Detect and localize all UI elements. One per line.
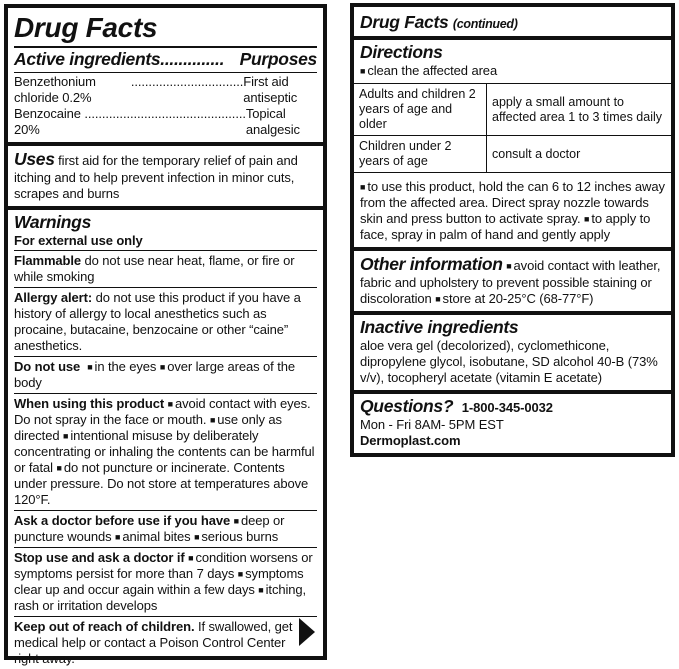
active-row: Benzocaine 20% .............................................. Topical analgesic xyxy=(14,106,300,137)
warnings-section xyxy=(8,210,323,669)
table-cell: Adults and children 2 years of age and older xyxy=(354,84,487,136)
inactive-ingredients-section xyxy=(354,315,671,390)
flammable-warning: Flammable do not use near heat, flame, or fire or while smoking xyxy=(14,253,295,284)
keep-out-of-reach: Keep out of reach of children. If swallowed, get medical help or contact a Poison Control Center right away. xyxy=(14,619,293,666)
when-using-product: When using this product ■ avoid contact with eyes. Do not spray in the face or mouth. ■ use only as directed ■ intentional misuse by deliberately concentrating or inhaling the contents can be harmful or fatal ■ do not puncture or incinerate. Contents under pressure. Do not store at temperatures above 120°F. xyxy=(14,396,315,507)
phone-number: 1-800-345-0032 xyxy=(461,400,553,415)
questions-header: Questions? xyxy=(360,396,454,416)
active-ingredients-header: Active ingredients.............. xyxy=(14,49,225,69)
inactive-ingredients-text: aloe vera gel (decolorized), cyclomethicone, dipropylene glycol, isobutane, SD alcohol 40-B (73% v/v), tocopheryl acetate (vitamin E acetate) xyxy=(360,338,658,385)
active-row: Benzethonium chloride 0.2% ................................ First aid antiseptic xyxy=(14,74,298,105)
website: Dermoplast.com xyxy=(360,433,461,448)
do-not-use: Do not use ■ in the eyes ■ over large areas of the body xyxy=(14,359,295,390)
uses-header: Uses xyxy=(14,149,55,169)
table-row xyxy=(354,84,671,136)
ask-doctor: Ask a doctor before use if you have ■ deep or puncture wounds ■ animal bites ■ serious burns xyxy=(14,513,285,544)
drug-facts-title: Drug Facts xyxy=(360,12,449,32)
table-row xyxy=(354,136,671,173)
warnings-header: Warnings xyxy=(14,212,92,232)
continued-label: (continued) xyxy=(452,17,518,31)
continue-arrow-icon xyxy=(299,618,315,646)
table-cell: consult a doctor xyxy=(487,136,672,173)
table-cell: Children under 2 years of age xyxy=(354,136,487,173)
other-information-header: Other information xyxy=(360,254,503,274)
drug-facts-continued-panel xyxy=(350,3,675,457)
uses-section xyxy=(8,146,323,206)
purposes-header: Purposes xyxy=(239,49,317,69)
table-cell: apply a small amount to affected area 1 to 3 times daily xyxy=(487,84,672,136)
external-use: For external use only xyxy=(14,233,143,248)
drug-facts-title: Drug Facts xyxy=(14,12,158,43)
questions-section xyxy=(354,394,671,449)
uses-text: first aid for the temporary relief of pain and itching and to help prevent infection in minor cuts, scrapes and burns xyxy=(14,153,298,201)
directions-table xyxy=(354,83,671,173)
directions-item: ■ clean the affected area xyxy=(360,63,498,78)
allergy-alert: Allergy alert: do not use this product if you have a history of allergy to local anesthetics such as procaine, butacaine, benzocaine or other “caine” anesthetics. xyxy=(14,290,301,353)
directions-header: Directions xyxy=(360,42,443,62)
directions-section xyxy=(354,40,671,83)
other-information-section: Other information ■ avoid contact with leather, fabric and upholstery to prevent possible staining or discoloration ■ store at 20-25°C (68-77°F) xyxy=(360,254,661,306)
directions-usage: ■ to use this product, hold the can 6 to 12 inches away from the affected area. Direct spray nozzle towards skin and press button to activate spray. ■ to apply to face, spray in palm of hand and gently apply xyxy=(360,179,665,242)
active-ingredients-section xyxy=(8,48,323,138)
hours: Mon - Fri 8AM- 5PM EST xyxy=(360,417,504,432)
inactive-ingredients-header: Inactive ingredients xyxy=(360,317,519,337)
drug-facts-panel xyxy=(4,4,327,666)
stop-use: Stop use and ask a doctor if ■ condition worsens or symptoms persist for more than 7 days ■ symptoms clear up and occur again within a few days ■ itching, rash or irritation develops xyxy=(14,550,313,613)
